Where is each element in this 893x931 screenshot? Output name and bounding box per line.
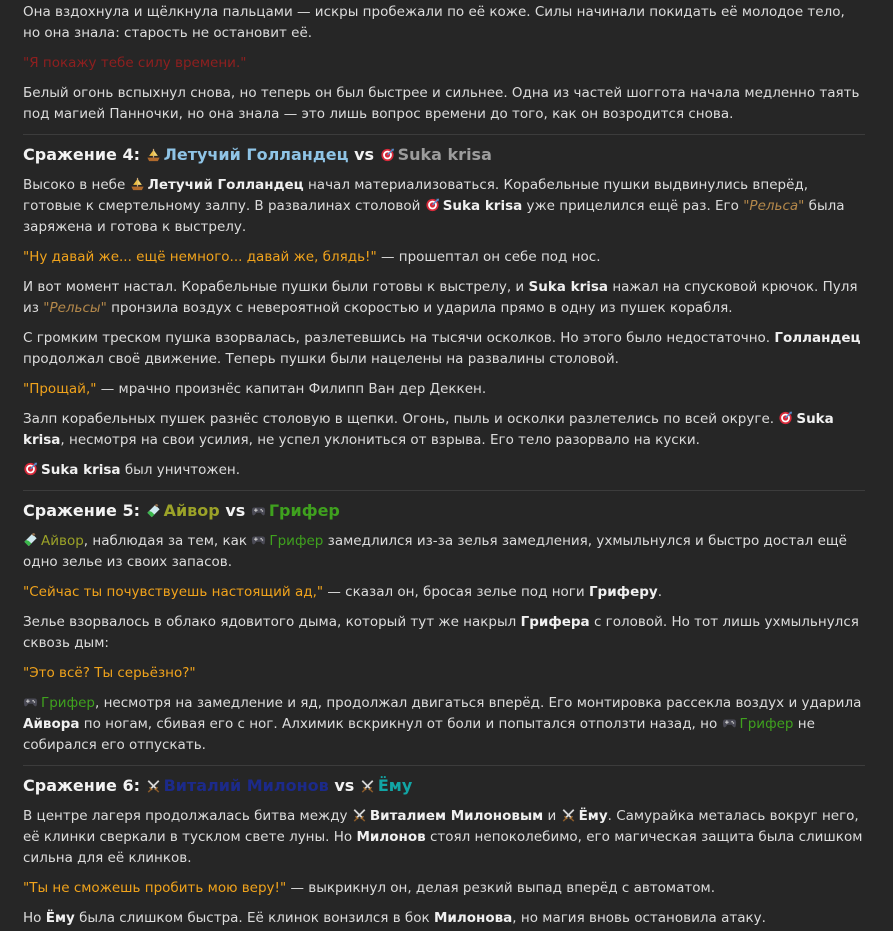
potion-vial-icon (23, 533, 38, 547)
text: — прошептал он себе под нос. (380, 249, 601, 265)
intro-paragraph-2: Белый огонь вспыхнул снова, но теперь он был быстрее и сильнее. Одна из частей шоггота начала медленно таять под магией Панночки, но она знала — это лишь вопрос времени до того, как он возродится снова. (23, 85, 860, 122)
text: — сказал он, бросая зелье под ноги (327, 584, 585, 600)
name-grifer: Грифер (269, 533, 324, 549)
name-aivor: Айвор (41, 533, 84, 549)
battle-4-paragraph-1 (23, 175, 865, 238)
battle-5-paragraph-2 (23, 582, 865, 603)
text: , наблюдая за тем, как (83, 533, 248, 549)
text: была слишком быстра. Её клинок вонзился в бок (79, 910, 430, 926)
name-suka-krisa: Suka krisa (23, 411, 834, 448)
vs-label: vs (354, 145, 375, 164)
text: продолжал своё движение. Теперь пушки были нацелены на развалины столовой. (23, 351, 619, 367)
divider (23, 134, 865, 135)
potion-vial-icon (146, 504, 161, 518)
text: И вот момент настал. Корабельные пушки были готовы к выстрелу, и (23, 279, 525, 295)
intro-quote: "Я покажу тебе силу времени." (23, 55, 247, 71)
battle-5-heading (23, 499, 865, 523)
text: пронзила воздух с невероятной скоростью и ударила прямо в одну из пушек корабля. (111, 300, 733, 316)
battle-5-paragraph-5 (23, 693, 865, 756)
vs-label: vs (225, 501, 246, 520)
target-icon (425, 198, 440, 212)
name-suka-krisa: Suka krisa (528, 279, 609, 295)
fighter-aivor: Айвор (163, 501, 220, 520)
text: уже прицелился ещё раз. Его (526, 198, 739, 214)
name-aivor: Айвора (23, 716, 80, 732)
target-icon (778, 411, 793, 425)
text: была заряжена и готова к выстрелу. (23, 198, 845, 235)
text: по ногам, сбивая его с ног. Алхимик вскрикнул от боли и попытался отползти назад, но (83, 716, 718, 732)
battle-6-paragraph-3 (23, 908, 865, 929)
battle-4-label: Сражение 4: (23, 145, 140, 164)
battle-4-paragraph-7 (23, 460, 865, 481)
intro-paragraph-1: Она вздохнула и щёлкнула пальцами — искры пробежали по её коже. Силы начинали покидать её молодое тело, но она знала: старость не остановит её. (23, 4, 845, 41)
battle-5-paragraph-4: "Это всё? Ты серьёзно?" (23, 665, 196, 681)
battle-6-label: Сражение 6: (23, 776, 140, 795)
name-suka-krisa: Suka krisa (442, 198, 523, 214)
divider (23, 765, 865, 766)
vs-label: vs (334, 776, 355, 795)
text: . Самурайка металась вокруг него, её клинки сверкали в тусклом свете луны. Но (23, 808, 859, 845)
battle-5-paragraph-3 (23, 612, 865, 654)
text: не собирался его отпускать. (23, 716, 815, 753)
text: Но (23, 910, 42, 926)
battle-4-paragraph-3 (23, 277, 865, 319)
gamepad-icon (251, 504, 266, 518)
name-milonov: Виталием Милоновым (369, 808, 544, 824)
fighter-yomu: Ёму (377, 776, 413, 795)
battle-4-paragraph-6 (23, 409, 865, 451)
gamepad-icon (23, 695, 38, 709)
text: , несмотря на замедление и яд, продолжал двигаться вперёд. Его монтировка рассекла воздух и ударила (95, 695, 862, 711)
target-icon (23, 462, 38, 476)
dialogue-quote: "Ты не сможешь пробить мою веру!" (23, 880, 287, 896)
name-yomu: Ёму (45, 910, 75, 926)
name-milonov: Милонова (433, 910, 513, 926)
text: , несмотря на свои усилия, не успел уклониться от взрыва. Его тело разорвало на куски. (60, 432, 700, 448)
name-milonov: Милонов (356, 829, 426, 845)
name-flying-dutchman: Летучий Голландец (147, 177, 304, 193)
text: — мрачно произнёс капитан Филипп Ван дер Деккен. (100, 381, 487, 397)
text: замедлился из-за зелья замедления, ухмыльнулся и быстро достал ещё одно зелье из своих запасов. (23, 533, 847, 570)
dialogue-quote: "Прощай," (23, 381, 97, 397)
text: С громким треском пушка взорвалась, разлетевшись на тысячи осколков. Но этого было недостаточно. (23, 330, 771, 346)
sailboat-icon (146, 148, 161, 162)
battle-6-paragraph-1 (23, 806, 865, 869)
name-grifer: Гриферу (588, 584, 658, 600)
name-suka-krisa: Suka krisa (41, 462, 121, 478)
text: Зелье взорвалось в облако ядовитого дыма, который тут же накрыл (23, 614, 517, 630)
battle-4-heading (23, 143, 865, 167)
name-grifer: Грифер (739, 716, 794, 732)
crossed-swords-icon (360, 779, 375, 793)
battle-4-paragraph-4 (23, 328, 865, 370)
name-dutchman: Голландец (774, 330, 861, 346)
text: Залп корабельных пушек разнёс столовую в щепки. Огонь, пыль и осколки разлетелись по всей округе. (23, 411, 775, 427)
text: , но магия вновь остановила атаку. (512, 910, 766, 926)
battle-4-paragraph-5 (23, 379, 865, 400)
text: начал материализоваться. Корабельные пушки выдвинулись вперёд, готовые к смертельному залпу. В развалинах столовой (23, 177, 809, 214)
text: Высоко в небе (23, 177, 126, 193)
battle-5-paragraph-1 (23, 531, 865, 573)
text: был уничтожен. (124, 462, 241, 478)
name-grifer: Грифера (520, 614, 590, 630)
sailboat-icon (130, 177, 145, 191)
battle-4-paragraph-2 (23, 247, 865, 268)
dialogue-quote: "Сейчас ты почувствуешь настоящий ад," (23, 584, 324, 600)
dialogue-quote: "Ну давай же... ещё немного... давай же, блядь!" (23, 249, 377, 265)
fighter-flying-dutchman: Летучий Голландец (163, 145, 349, 164)
fighter-grifer: Грифер (268, 501, 340, 520)
weapon-name: "Рельсы" (43, 300, 107, 316)
weapon-name: "Рельса" (743, 198, 805, 214)
text: нажал на спусковой крючок. Пуля из (23, 279, 858, 316)
target-icon (380, 148, 395, 162)
gamepad-icon (722, 716, 737, 730)
text: В центре лагеря продолжалась битва между (23, 808, 348, 824)
text: и (547, 808, 557, 824)
text: стоял непоколебимо, его магическая защита была слишком сильна для её клинков. (23, 829, 863, 866)
text: . (657, 584, 662, 600)
battle-6-paragraph-2 (23, 878, 865, 899)
fighter-vitaly-milonov: Виталий Милонов (163, 776, 329, 795)
name-grifer: Грифер (41, 695, 95, 711)
divider (23, 490, 865, 491)
crossed-swords-icon (561, 808, 576, 822)
battle-5-label: Сражение 5: (23, 501, 140, 520)
crossed-swords-icon (146, 779, 161, 793)
text: с головой. Но тот лишь ухмыльнулся сквозь дым: (23, 614, 859, 651)
name-yomu: Ёму (578, 808, 608, 824)
crossed-swords-icon (352, 808, 367, 822)
text: — выкрикнул он, делая резкий выпад вперёд с автоматом. (290, 880, 715, 896)
gamepad-icon (251, 533, 266, 547)
battle-6-heading (23, 774, 865, 798)
fighter-suka-krisa: Suka krisa (397, 145, 492, 164)
